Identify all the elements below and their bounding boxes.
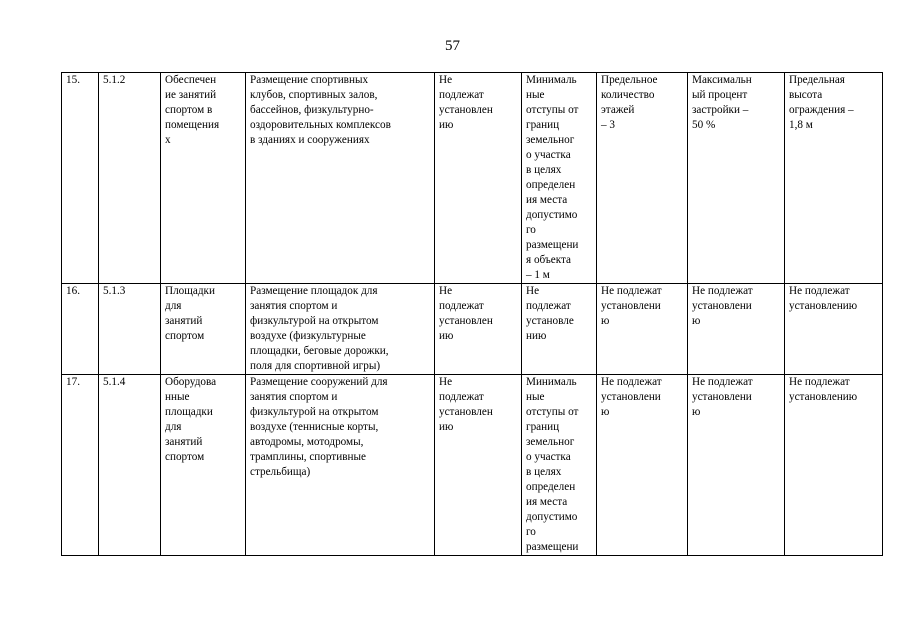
floors-limit: Не подлежат установлени ю — [597, 375, 688, 556]
use-name: Обеспечен ие занятий спортом в помещения х — [161, 73, 246, 284]
zoning-table — [61, 72, 883, 556]
use-name: Оборудова нные площадки для занятий спортом — [161, 375, 246, 556]
use-name: Площадки для занятий спортом — [161, 284, 246, 375]
table-row — [62, 284, 883, 375]
fence-limit: Не подлежат установлению — [785, 375, 883, 556]
use-description: Размещение сооружений для занятия спортом и физкультурой на открытом воздухе (теннисные корты, автодромы, мотодромы, трамплины, спортивные стрельбища) — [246, 375, 435, 556]
setback-limit: Не подлежат установле нию — [522, 284, 597, 375]
use-code: 5.1.2 — [99, 73, 161, 284]
use-code: 5.1.3 — [99, 284, 161, 375]
page-number: 57 — [445, 38, 460, 54]
plot-size-limit: Не подлежат установлен ию — [435, 73, 522, 284]
coverage-limit: Не подлежат установлени ю — [688, 284, 785, 375]
floors-limit: Не подлежат установлени ю — [597, 284, 688, 375]
row-number: 17. — [62, 375, 99, 556]
row-number: 15. — [62, 73, 99, 284]
use-code: 5.1.4 — [99, 375, 161, 556]
plot-size-limit: Не подлежат установлен ию — [435, 375, 522, 556]
coverage-limit: Не подлежат установлени ю — [688, 375, 785, 556]
fence-limit: Не подлежат установлению — [785, 284, 883, 375]
table-row — [62, 73, 883, 284]
setback-limit: Минималь ные отступы от границ земельног о участка в целях определен ия места допустимо го размещени — [522, 375, 597, 556]
row-number: 16. — [62, 284, 99, 375]
use-description: Размещение площадок для занятия спортом и физкультурой на открытом воздухе (физкультурные площадки, беговые дорожки, поля для спортивной игры) — [246, 284, 435, 375]
coverage-limit: Максимальн ый процент застройки – 50 % — [688, 73, 785, 284]
setback-limit: Минималь ные отступы от границ земельног о участка в целях определен ия места допустимо го размещени я объекта – 1 м — [522, 73, 597, 284]
floors-limit: Предельное количество этажей – 3 — [597, 73, 688, 284]
table-row — [62, 375, 883, 556]
plot-size-limit: Не подлежат установлен ию — [435, 284, 522, 375]
fence-limit: Предельная высота ограждения – 1,8 м — [785, 73, 883, 284]
use-description: Размещение спортивных клубов, спортивных залов, бассейнов, физкультурно- оздоровительных комплексов в зданиях и сооружениях — [246, 73, 435, 284]
